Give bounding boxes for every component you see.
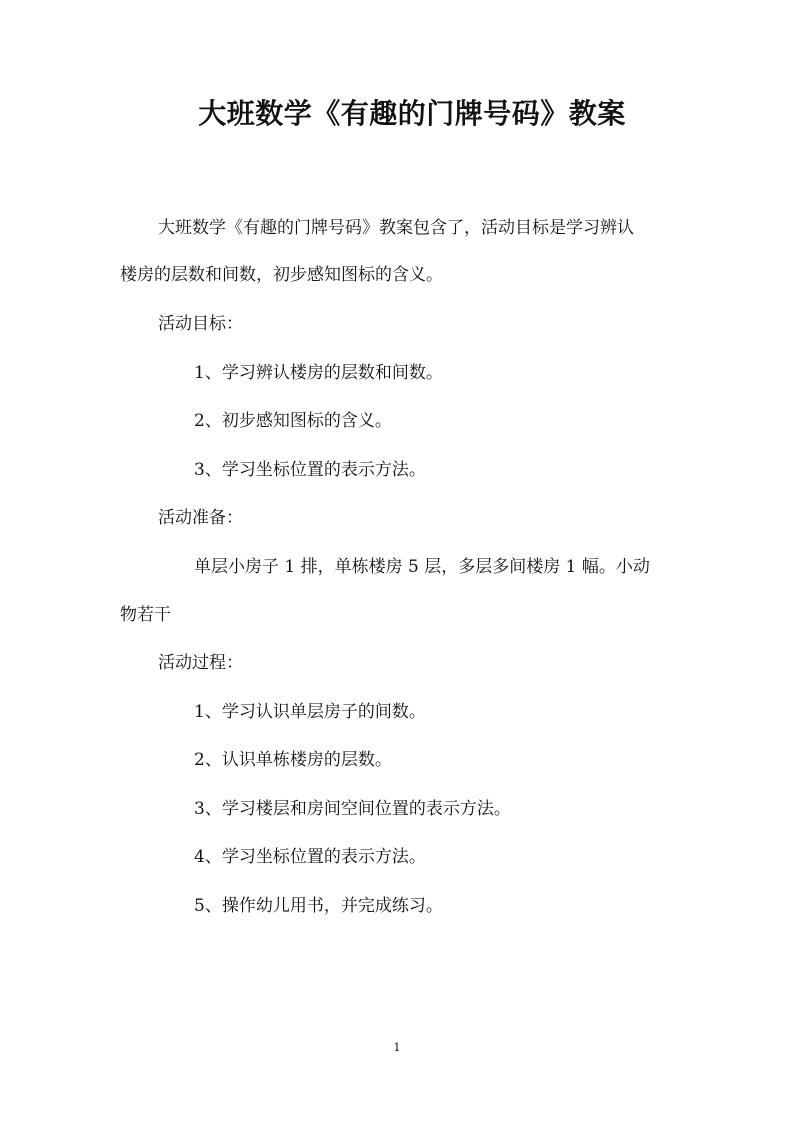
document-title: 大班数学《有趣的门牌号码》教案 xyxy=(198,97,626,130)
goal-item-1: 1、学习辨认楼房的层数和间数。 xyxy=(194,363,443,383)
process-item-1: 1、学习认识单层房子的间数。 xyxy=(194,702,426,722)
process-heading: 活动过程： xyxy=(158,653,243,673)
page-number: 1 xyxy=(393,1041,401,1054)
prep-heading: 活动准备： xyxy=(158,508,243,528)
intro-paragraph-line-2: 楼房的层数和间数，初步感知图标的含义。 xyxy=(120,265,443,285)
process-item-4: 4、学习坐标位置的表示方法。 xyxy=(194,847,426,867)
prep-paragraph-line-1: 单层小房子 1 排，单栋楼房 5 层，多层多间楼房 1 幅。小动 xyxy=(194,557,650,577)
process-item-2: 2、认识单栋楼房的层数。 xyxy=(194,750,392,770)
prep-paragraph-line-2: 物若干 xyxy=(120,605,171,625)
process-item-5: 5、操作幼儿用书，并完成练习。 xyxy=(194,896,443,916)
goals-heading: 活动目标： xyxy=(158,314,243,334)
goal-item-3: 3、学习坐标位置的表示方法。 xyxy=(194,460,426,480)
intro-paragraph-line-1: 大班数学《有趣的门牌号码》教案包含了，活动目标是学习辨认 xyxy=(158,218,634,238)
goal-item-2: 2、初步感知图标的含义。 xyxy=(194,411,392,431)
process-item-3: 3、学习楼层和房间空间位置的表示方法。 xyxy=(194,799,511,819)
